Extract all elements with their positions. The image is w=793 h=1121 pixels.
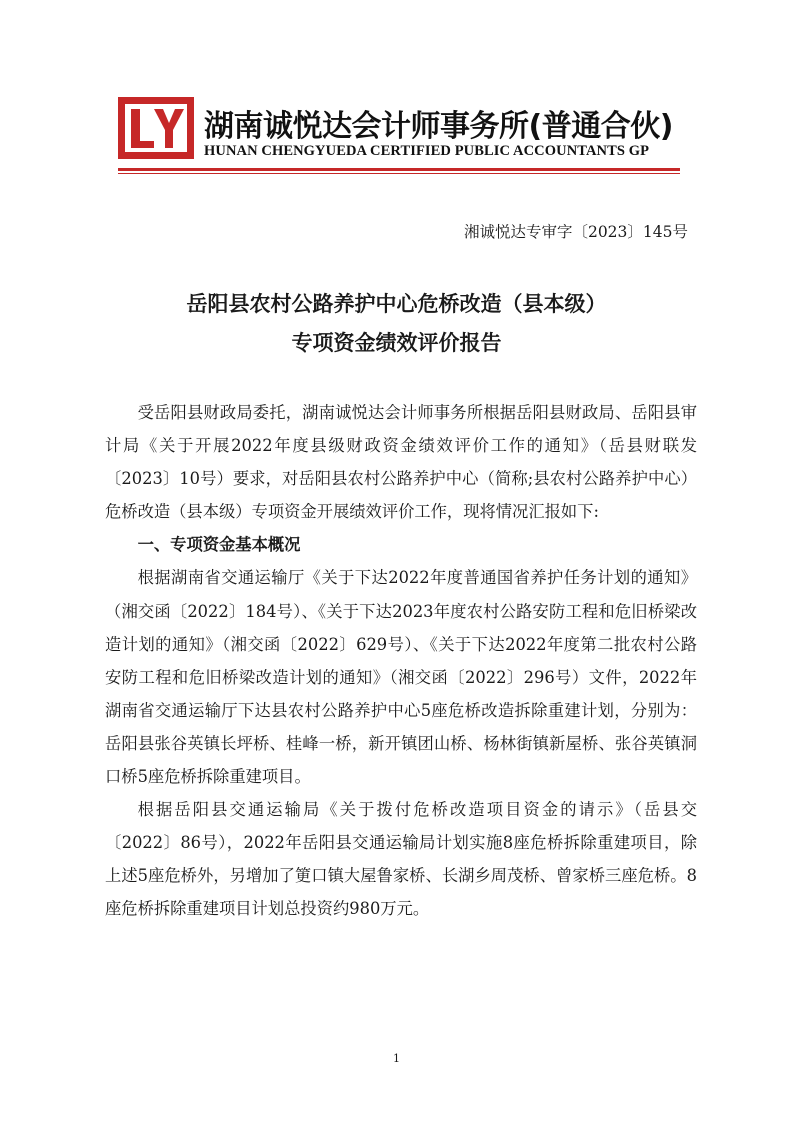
document-number: 湘诚悦达专审字〔2023〕145号 bbox=[463, 223, 688, 241]
firm-name-english: HUNAN CHENGYUEDA CERTIFIED PUBLIC ACCOUNTANTS GP bbox=[204, 143, 650, 159]
section-heading: 一、专项资金基本概况 bbox=[137, 535, 301, 555]
letterhead-rule-thin bbox=[118, 173, 680, 174]
firm-logo-icon bbox=[118, 97, 194, 159]
body-paragraph: 根据岳阳县交通运输局《关于拨付危桥改造项目资金的请示》（岳县交〔2022〕86号），2022年岳阳县交通运输局计划实施8座危桥拆除重建项目，除上述5座危桥外，另增加了筻口镇大屋鲁家桥、长湖乡周茂桥、曾家桥三座危桥。8座危桥拆除重建项目计划总投资约980万元。 bbox=[105, 800, 697, 919]
letterhead-rule-thick bbox=[118, 168, 680, 171]
letterhead bbox=[118, 97, 678, 167]
body-paragraph: 根据湖南省交通运输厅《关于下达2022年度普通国省养护任务计划的通知》（湘交函〔2022〕184号）、《关于下达2023年度农村公路安防工程和危旧桥梁改造计划的通知》（湘交函〔2022〕629号）、《关于下达2022年度第二批农村公路安防工程和危旧桥梁改造计划的通知》（湘交函〔2022〕296号）文件，2022年湖南省交通运输厅下达县农村公路养护中心5座危桥改造拆除重建计划，分别为：岳阳县张谷英镇长坪桥、桂峰一桥，新开镇团山桥、杨林街镇新屋桥、张谷英镇洞口桥5座危桥拆除重建项目。 bbox=[105, 568, 697, 787]
report-title-line1: 岳阳县农村公路养护中心危桥改造（县本级） bbox=[186, 292, 607, 316]
firm-name-chinese: 湖南诚悦达会计师事务所(普通合伙) bbox=[204, 109, 673, 144]
page-number: 1 bbox=[393, 1052, 400, 1065]
report-title-line2: 专项资金绩效评价报告 bbox=[291, 331, 502, 355]
intro-paragraph: 受岳阳县财政局委托，湖南诚悦达会计师事务所根据岳阳县财政局、岳阳县审计局《关于开展2022年度县级财政资金绩效评价工作的通知》（岳县财联发〔2023〕10号）要求，对岳阳县农村公路养护中心（简称;县农村公路养护中心）危桥改造（县本级）专项资金开展绩效评价工作，现将情况汇报如下: bbox=[105, 403, 697, 522]
report-body bbox=[105, 396, 697, 926]
